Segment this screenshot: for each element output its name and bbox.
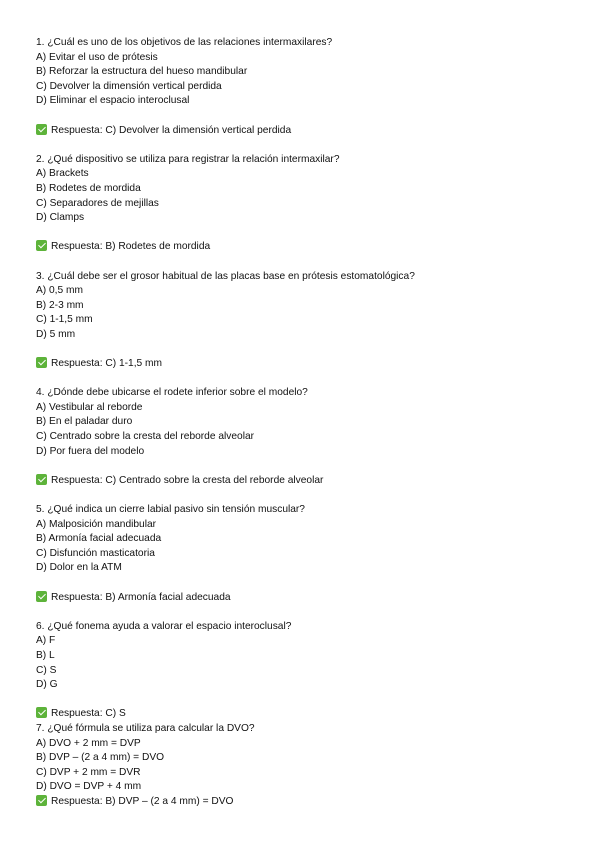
answer-label: Respuesta: (51, 241, 103, 253)
question-text: 7. ¿Qué fórmula se utiliza para calcular la DVO? (36, 722, 255, 734)
question-block-7 (36, 722, 576, 810)
option-a: A) Evitar el uso de prótesis (36, 51, 158, 63)
option-a: A) Malposición mandibular (36, 518, 157, 530)
option-d: D) DVO = DVP + 4 mm (36, 781, 142, 793)
answer-label: Respuesta: (51, 591, 103, 603)
answer-label: Respuesta: (51, 358, 103, 370)
question-text: 2. ¿Qué dispositivo se utiliza para registrar la relación intermaxilar? (36, 153, 340, 165)
option-c: C) Separadores de mejillas (36, 197, 159, 209)
option-c: C) DVP + 2 mm = DVR (36, 766, 141, 778)
document-page (36, 36, 576, 824)
answer-text: C) 1-1,5 mm (105, 358, 162, 370)
option-b: B) Rodetes de mordida (36, 182, 141, 194)
option-c: C) Disfunción masticatoria (36, 547, 155, 559)
answer-label: Respuesta: (51, 708, 103, 720)
check-mark-icon (36, 591, 47, 602)
option-b: B) Armonía facial adecuada (36, 533, 162, 545)
question-text: 5. ¿Qué indica un cierre labial pasivo sin tensión muscular? (36, 504, 305, 515)
answer-label: Respuesta: (51, 474, 103, 486)
check-mark-icon (36, 707, 47, 718)
answer-label: Respuesta: (51, 124, 103, 136)
question-text: 6. ¿Qué fonema ayuda a valorar el espacio interoclusal? (36, 620, 292, 632)
answer-line (36, 357, 576, 372)
option-c: C) S (36, 664, 57, 676)
option-d: D) Dolor en la ATM (36, 562, 122, 574)
check-mark-icon (36, 357, 47, 368)
option-c: C) Devolver la dimensión vertical perdida (36, 80, 222, 92)
option-a: A) Brackets (36, 168, 89, 180)
answer-line (36, 240, 576, 255)
option-b: B) En el paladar duro (36, 416, 133, 428)
answer-text: B) Armonía facial adecuada (105, 591, 231, 603)
check-mark-icon (36, 240, 47, 251)
answer-text: B) Rodetes de mordida (105, 241, 211, 253)
option-c: C) 1-1,5 mm (36, 314, 93, 326)
option-b: B) 2-3 mm (36, 299, 84, 311)
answer-line (36, 795, 576, 810)
answer-label: Respuesta: (51, 795, 103, 807)
option-a: A) F (36, 635, 56, 647)
question-block-4 (36, 386, 576, 488)
question-block-1 (36, 36, 576, 138)
question-text: 1. ¿Cuál es uno de los objetivos de las relaciones intermaxilares? (36, 37, 333, 48)
option-d: D) G (36, 679, 58, 691)
answer-text: C) Devolver la dimensión vertical perdida (105, 124, 292, 136)
check-mark-icon (36, 795, 47, 806)
option-d: D) Por fuera del modelo (36, 445, 145, 457)
option-d: D) Eliminar el espacio interoclusal (36, 95, 190, 107)
option-d: D) 5 mm (36, 328, 76, 340)
answer-line (36, 707, 576, 722)
option-a: A) 0,5 mm (36, 285, 83, 297)
answer-line (36, 124, 576, 139)
option-b: B) DVP – (2 a 4 mm) = DVO (36, 752, 165, 764)
question-text: 4. ¿Dónde debe ubicarse el rodete inferior sobre el modelo? (36, 387, 308, 399)
question-block-3 (36, 270, 576, 372)
option-a: A) Vestibular al reborde (36, 401, 143, 413)
check-mark-icon (36, 124, 47, 135)
answer-text: C) S (105, 708, 126, 720)
option-b: B) L (36, 649, 55, 661)
question-block-2 (36, 153, 576, 255)
answer-text: C) Centrado sobre la cresta del reborde alveolar (105, 474, 324, 486)
question-text: 3. ¿Cuál debe ser el grosor habitual de las placas base en prótesis estomatológica? (36, 270, 415, 282)
answer-line (36, 474, 576, 489)
option-d: D) Clamps (36, 212, 85, 224)
option-a: A) DVO + 2 mm = DVP (36, 737, 141, 749)
question-block-5 (36, 503, 576, 605)
option-c: C) Centrado sobre la cresta del reborde alveolar (36, 431, 255, 443)
answer-text: B) DVP – (2 a 4 mm) = DVO (105, 795, 234, 807)
check-mark-icon (36, 474, 47, 485)
question-block-6 (36, 620, 576, 722)
answer-line (36, 591, 576, 606)
option-b: B) Reforzar la estructura del hueso mandibular (36, 66, 248, 78)
